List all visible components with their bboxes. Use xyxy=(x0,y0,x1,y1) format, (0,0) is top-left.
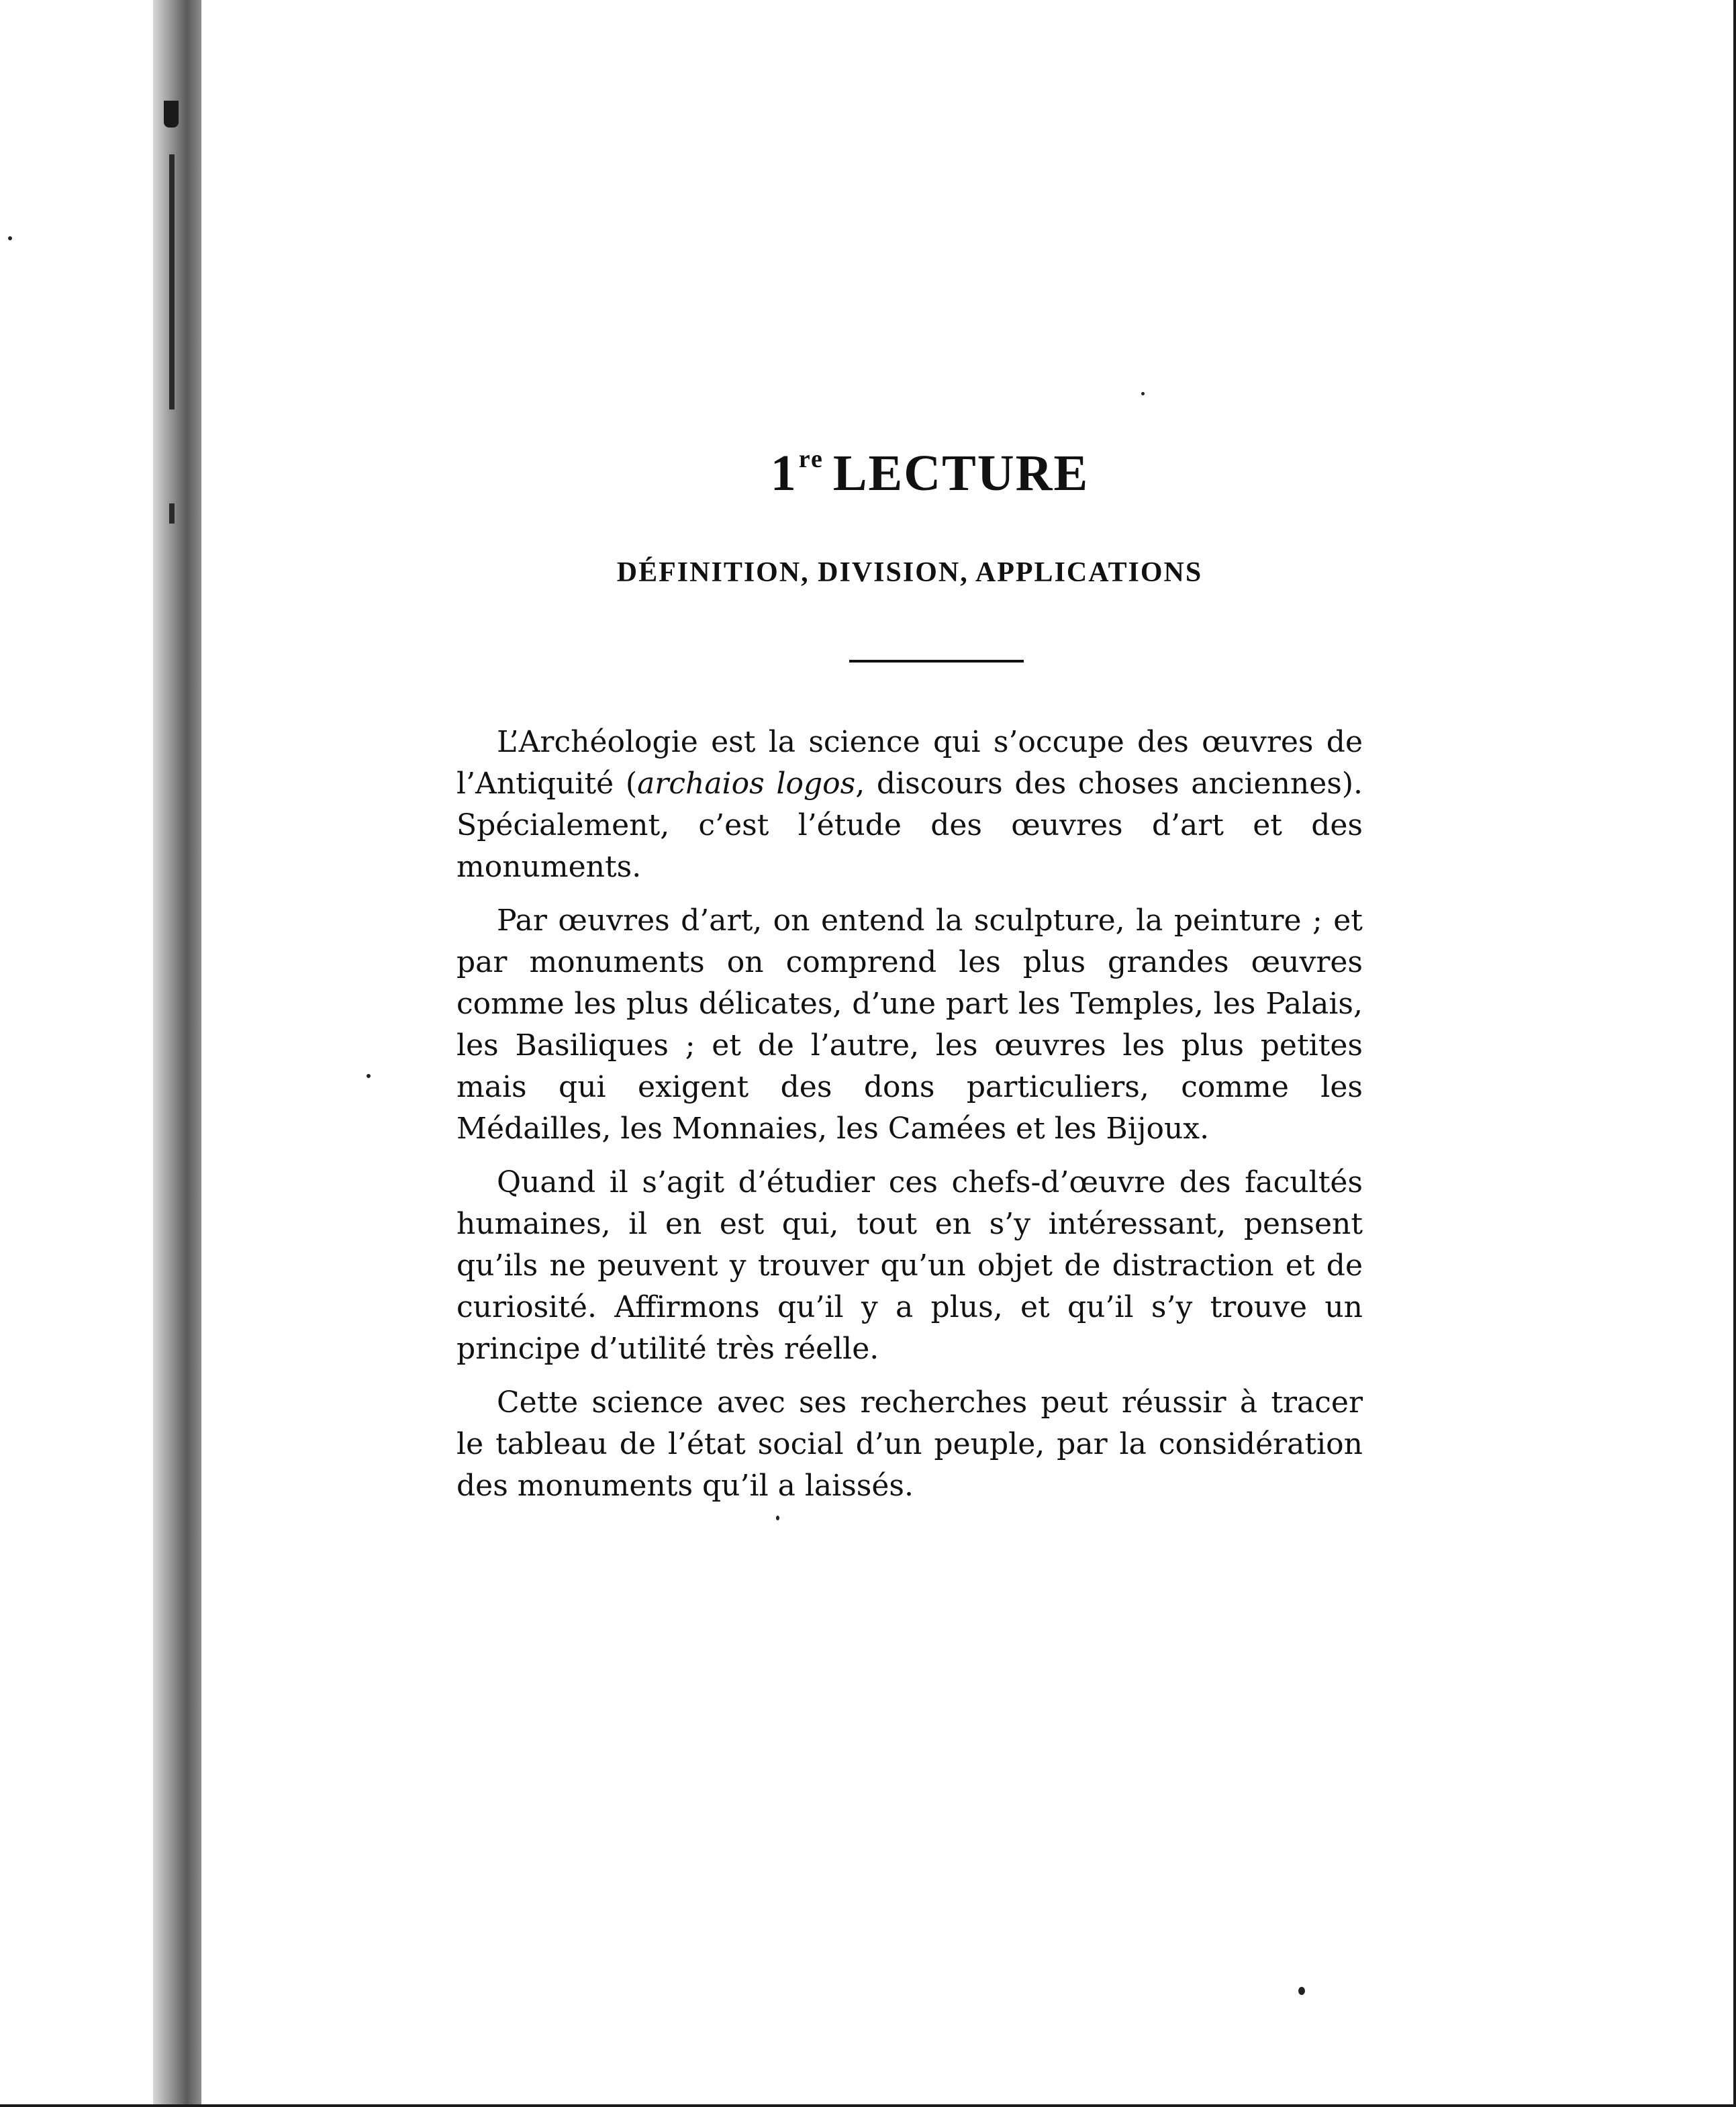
body-text xyxy=(456,722,1363,1507)
lecture-number: 1 xyxy=(770,445,798,501)
binding-mark-lower xyxy=(169,503,175,524)
lecture-heading xyxy=(497,443,1363,504)
paragraph-1-start: L’Archéologie est la science qui s’occupe des œuvres de l’Antiquité ( xyxy=(456,725,1363,801)
scan-border-bottom xyxy=(0,2104,1736,2107)
scan-speck xyxy=(8,236,12,240)
binding-rule xyxy=(169,154,175,409)
paragraph-1-end: , discours des choses anciennes). Spécialement, c’est l’étude des œuvres d’art et des monuments. xyxy=(456,767,1363,885)
paragraph-1 xyxy=(456,722,1363,888)
paragraph-1-greek-term: archaios logos xyxy=(637,767,856,801)
lecture-subheading: DÉFINITION, DIVISION, APPLICATIONS xyxy=(616,557,1203,589)
page-binding-edge xyxy=(0,0,208,2107)
paragraph-2: Par œuvres d’art, on entend la sculpture, la peinture ; et par monuments on comprend les plus grandes œuvres comme les plus délicates, d’une part les Temples, les Palais, les Basiliques ; et de l’autre, les œuvres les plus petites mais qui exigent des dons particuliers, comme les Médailles, les Monnaies, les Camées et les Bijoux. xyxy=(456,903,1363,1146)
scan-speck xyxy=(1141,392,1145,395)
lecture-number-suffix: re xyxy=(798,445,824,473)
section-divider xyxy=(849,660,1024,663)
page-content xyxy=(456,443,1363,1519)
scan-speck xyxy=(367,1074,371,1078)
lecture-title: LECTURE xyxy=(832,445,1090,501)
paragraph-4: Cette science avec ses recherches peut réussir à tracer le tableau de l’état social d’un peuple, par la considération des monuments qu’il a laissés. xyxy=(456,1385,1363,1504)
scan-border-right xyxy=(1733,0,1736,2107)
binding-shadow xyxy=(153,0,201,2107)
scan-speck xyxy=(1298,1987,1305,1995)
paragraph-3: Quand il s’agit d’étudier ces chefs-d’œuvre des facultés humaines, il en est qui, tout en s’y intéressant, pensent qu’ils ne peuvent y trouver qu’un objet de distraction et de curiosité. Affirmons qu’il y a plus, et qu’il s’y trouve un principe d’utilité très réelle. xyxy=(456,1165,1363,1367)
binding-mark xyxy=(164,101,179,128)
